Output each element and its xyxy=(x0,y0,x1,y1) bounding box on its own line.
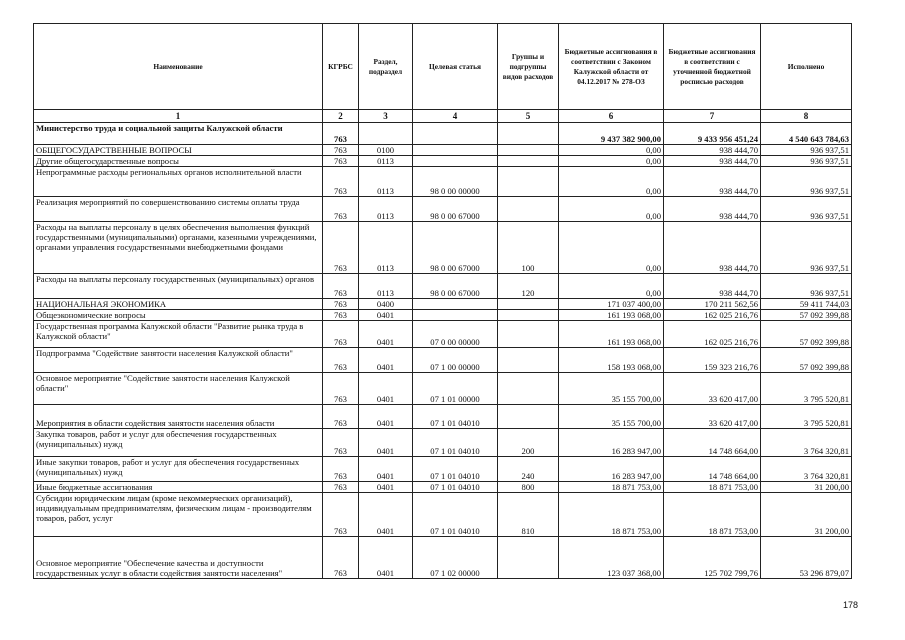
row-kgrbs: 763 xyxy=(323,373,359,405)
row-kgrbs: 763 xyxy=(323,299,359,310)
column-number: 8 xyxy=(761,110,852,123)
row-kgrbs: 763 xyxy=(323,482,359,493)
column-number: 2 xyxy=(323,110,359,123)
row-group xyxy=(498,405,559,429)
table-header-row xyxy=(34,24,852,110)
row-section: 0401 xyxy=(359,373,413,405)
row-section xyxy=(359,123,413,145)
row-group xyxy=(498,321,559,348)
header-law-budget: Бюджетные ассигнования в соответствии с Законом Калужской области от 04.12.2017 № 278-ОЗ xyxy=(559,24,664,110)
header-target: Целевая статья xyxy=(413,24,498,110)
row-group xyxy=(498,537,559,579)
row-refined-budget: 33 620 417,00 xyxy=(664,405,761,429)
row-refined-budget: 938 444,70 xyxy=(664,222,761,274)
row-kgrbs: 763 xyxy=(323,123,359,145)
row-section: 0401 xyxy=(359,310,413,321)
row-law-budget: 161 193 068,00 xyxy=(559,321,664,348)
row-name: Расходы на выплаты персоналу государственных (муниципальных) органов xyxy=(34,274,323,299)
row-name: Подпрограмма "Содействие занятости населения Калужской области" xyxy=(34,348,323,373)
row-group: 200 xyxy=(498,429,559,457)
row-name: Иные бюджетные ассигнования xyxy=(34,482,323,493)
row-target: 98 0 00 00000 xyxy=(413,167,498,197)
row-name: Иные закупки товаров, работ и услуг для обеспечения государственных (муниципальных) нужд xyxy=(34,457,323,482)
row-name: ОБЩЕГОСУДАРСТВЕННЫЕ ВОПРОСЫ xyxy=(34,145,323,156)
row-name: Расходы на выплаты персоналу в целях обеспечения выполнения функций государственными (муниципальными) органами, казенными учреждениями, органами управления государственными внебюджетными фондами xyxy=(34,222,323,274)
row-refined-budget: 9 433 956 451,24 xyxy=(664,123,761,145)
row-law-budget: 0,00 xyxy=(559,145,664,156)
row-name: Министерство труда и социальной защиты Калужской области xyxy=(34,123,323,145)
row-kgrbs: 763 xyxy=(323,222,359,274)
row-executed: 59 411 744,03 xyxy=(761,299,852,310)
row-executed: 936 937,51 xyxy=(761,145,852,156)
row-law-budget: 35 155 700,00 xyxy=(559,373,664,405)
row-kgrbs: 763 xyxy=(323,167,359,197)
row-law-budget: 171 037 400,00 xyxy=(559,299,664,310)
row-executed: 936 937,51 xyxy=(761,167,852,197)
row-name: Реализация мероприятий по совершенствованию системы оплаты труда xyxy=(34,197,323,222)
page-number: 178 xyxy=(843,600,859,610)
row-section: 0401 xyxy=(359,321,413,348)
row-executed: 936 937,51 xyxy=(761,156,852,167)
row-law-budget: 0,00 xyxy=(559,197,664,222)
table-row xyxy=(34,373,852,405)
row-executed: 31 200,00 xyxy=(761,493,852,537)
row-law-budget: 161 193 068,00 xyxy=(559,310,664,321)
row-section: 0113 xyxy=(359,156,413,167)
table-row xyxy=(34,405,852,429)
row-kgrbs: 763 xyxy=(323,156,359,167)
row-name: Непрограммные расходы региональных органов исполнительной власти xyxy=(34,167,323,197)
row-section: 0113 xyxy=(359,167,413,197)
row-group: 100 xyxy=(498,222,559,274)
row-refined-budget: 938 444,70 xyxy=(664,197,761,222)
row-law-budget: 16 283 947,00 xyxy=(559,457,664,482)
row-law-budget: 18 871 753,00 xyxy=(559,493,664,537)
column-number: 6 xyxy=(559,110,664,123)
table-row xyxy=(34,493,852,537)
row-group xyxy=(498,373,559,405)
row-target xyxy=(413,145,498,156)
row-law-budget: 158 193 068,00 xyxy=(559,348,664,373)
row-target: 07 1 01 04010 xyxy=(413,457,498,482)
row-refined-budget: 938 444,70 xyxy=(664,156,761,167)
row-target xyxy=(413,299,498,310)
column-number: 1 xyxy=(34,110,323,123)
table-row xyxy=(34,156,852,167)
row-name: Государственная программа Калужской области "Развитие рынка труда в Калужской области" xyxy=(34,321,323,348)
row-law-budget: 0,00 xyxy=(559,167,664,197)
row-target: 98 0 00 67000 xyxy=(413,222,498,274)
row-executed: 3 795 520,81 xyxy=(761,373,852,405)
row-target: 07 1 01 04010 xyxy=(413,429,498,457)
table-row xyxy=(34,482,852,493)
row-kgrbs: 763 xyxy=(323,197,359,222)
column-number-row xyxy=(34,110,852,123)
row-kgrbs: 763 xyxy=(323,274,359,299)
table-row xyxy=(34,197,852,222)
row-target: 07 1 01 04010 xyxy=(413,493,498,537)
row-law-budget: 18 871 753,00 xyxy=(559,482,664,493)
table-row xyxy=(34,429,852,457)
row-group xyxy=(498,197,559,222)
header-group: Группы и подгруппы видов расходов xyxy=(498,24,559,110)
budget-table-sheet xyxy=(33,23,851,579)
row-group xyxy=(498,167,559,197)
row-law-budget: 123 037 368,00 xyxy=(559,537,664,579)
row-section: 0401 xyxy=(359,482,413,493)
row-section: 0401 xyxy=(359,405,413,429)
row-group: 120 xyxy=(498,274,559,299)
row-kgrbs: 763 xyxy=(323,321,359,348)
row-executed: 4 540 643 784,63 xyxy=(761,123,852,145)
row-executed: 57 092 399,88 xyxy=(761,348,852,373)
row-group xyxy=(498,123,559,145)
row-executed: 53 296 879,07 xyxy=(761,537,852,579)
row-law-budget: 16 283 947,00 xyxy=(559,429,664,457)
row-group xyxy=(498,348,559,373)
row-target: 07 1 01 00000 xyxy=(413,373,498,405)
header-name: Наименование xyxy=(34,24,323,110)
table-row xyxy=(34,310,852,321)
row-executed: 57 092 399,88 xyxy=(761,321,852,348)
row-kgrbs: 763 xyxy=(323,405,359,429)
table-row xyxy=(34,537,852,579)
row-group xyxy=(498,299,559,310)
row-target: 07 1 00 00000 xyxy=(413,348,498,373)
row-kgrbs: 763 xyxy=(323,493,359,537)
row-refined-budget: 14 748 664,00 xyxy=(664,457,761,482)
row-group: 810 xyxy=(498,493,559,537)
row-kgrbs: 763 xyxy=(323,537,359,579)
row-target: 07 1 01 04010 xyxy=(413,482,498,493)
header-refined-budget: Бюджетные ассигнования в соответствии с уточненной бюджетной росписью расходов xyxy=(664,24,761,110)
table-row xyxy=(34,274,852,299)
row-refined-budget: 33 620 417,00 xyxy=(664,373,761,405)
row-section: 0401 xyxy=(359,348,413,373)
row-executed: 936 937,51 xyxy=(761,197,852,222)
row-kgrbs: 763 xyxy=(323,457,359,482)
row-refined-budget: 938 444,70 xyxy=(664,274,761,299)
row-name: Другие общегосударственные вопросы xyxy=(34,156,323,167)
column-number: 3 xyxy=(359,110,413,123)
row-law-budget: 0,00 xyxy=(559,274,664,299)
row-kgrbs: 763 xyxy=(323,145,359,156)
row-group xyxy=(498,145,559,156)
row-section: 0401 xyxy=(359,493,413,537)
row-name: Общеэкономические вопросы xyxy=(34,310,323,321)
row-executed: 936 937,51 xyxy=(761,274,852,299)
column-number: 4 xyxy=(413,110,498,123)
row-section: 0401 xyxy=(359,429,413,457)
table-row xyxy=(34,321,852,348)
row-executed: 57 092 399,88 xyxy=(761,310,852,321)
row-group: 800 xyxy=(498,482,559,493)
row-law-budget: 0,00 xyxy=(559,156,664,167)
row-executed: 31 200,00 xyxy=(761,482,852,493)
row-target: 98 0 00 67000 xyxy=(413,274,498,299)
row-section: 0401 xyxy=(359,537,413,579)
header-kgrbs: КГРБС xyxy=(323,24,359,110)
row-name: НАЦИОНАЛЬНАЯ ЭКОНОМИКА xyxy=(34,299,323,310)
table-row xyxy=(34,299,852,310)
row-kgrbs: 763 xyxy=(323,348,359,373)
row-target: 07 1 01 04010 xyxy=(413,405,498,429)
row-refined-budget: 162 025 216,76 xyxy=(664,321,761,348)
row-refined-budget: 938 444,70 xyxy=(664,167,761,197)
row-section: 0401 xyxy=(359,457,413,482)
row-group xyxy=(498,156,559,167)
row-target: 98 0 00 67000 xyxy=(413,197,498,222)
column-number: 5 xyxy=(498,110,559,123)
table-row xyxy=(34,123,852,145)
row-name: Основное мероприятие "Содействие занятости населения Калужской области" xyxy=(34,373,323,405)
row-group: 240 xyxy=(498,457,559,482)
row-law-budget: 9 437 382 900,00 xyxy=(559,123,664,145)
row-refined-budget: 18 871 753,00 xyxy=(664,493,761,537)
row-section: 0113 xyxy=(359,274,413,299)
row-target: 07 1 02 00000 xyxy=(413,537,498,579)
column-number: 7 xyxy=(664,110,761,123)
row-section: 0113 xyxy=(359,222,413,274)
row-target xyxy=(413,310,498,321)
row-executed: 3 795 520,81 xyxy=(761,405,852,429)
row-law-budget: 0,00 xyxy=(559,222,664,274)
row-refined-budget: 938 444,70 xyxy=(664,145,761,156)
row-refined-budget: 162 025 216,76 xyxy=(664,310,761,321)
row-executed: 3 764 320,81 xyxy=(761,457,852,482)
table-row xyxy=(34,145,852,156)
row-name: Субсидии юридическим лицам (кроме некоммерческих организаций), индивидуальным предпринимателям, физическим лицам - производителям товаров, работ, услуг xyxy=(34,493,323,537)
table-row xyxy=(34,167,852,197)
row-section: 0400 xyxy=(359,299,413,310)
row-group xyxy=(498,310,559,321)
row-name: Мероприятия в области содействия занятости населения области xyxy=(34,405,323,429)
header-section: Раздел, подраздел xyxy=(359,24,413,110)
row-name: Закупка товаров, работ и услуг для обеспечения государственных (муниципальных) нужд xyxy=(34,429,323,457)
row-law-budget: 35 155 700,00 xyxy=(559,405,664,429)
row-executed: 3 764 320,81 xyxy=(761,429,852,457)
row-refined-budget: 170 211 562,56 xyxy=(664,299,761,310)
row-section: 0100 xyxy=(359,145,413,156)
budget-table xyxy=(33,23,852,579)
table-row xyxy=(34,348,852,373)
row-section: 0113 xyxy=(359,197,413,222)
table-row xyxy=(34,222,852,274)
row-executed: 936 937,51 xyxy=(761,222,852,274)
row-kgrbs: 763 xyxy=(323,310,359,321)
row-kgrbs: 763 xyxy=(323,429,359,457)
row-target xyxy=(413,156,498,167)
row-name: Основное мероприятие "Обеспечение качества и доступности государственных услуг в области содействия занятости населения" xyxy=(34,537,323,579)
row-target: 07 0 00 00000 xyxy=(413,321,498,348)
row-target xyxy=(413,123,498,145)
row-refined-budget: 159 323 216,76 xyxy=(664,348,761,373)
header-executed: Исполнено xyxy=(761,24,852,110)
row-refined-budget: 14 748 664,00 xyxy=(664,429,761,457)
table-row xyxy=(34,457,852,482)
row-refined-budget: 125 702 799,76 xyxy=(664,537,761,579)
row-refined-budget: 18 871 753,00 xyxy=(664,482,761,493)
